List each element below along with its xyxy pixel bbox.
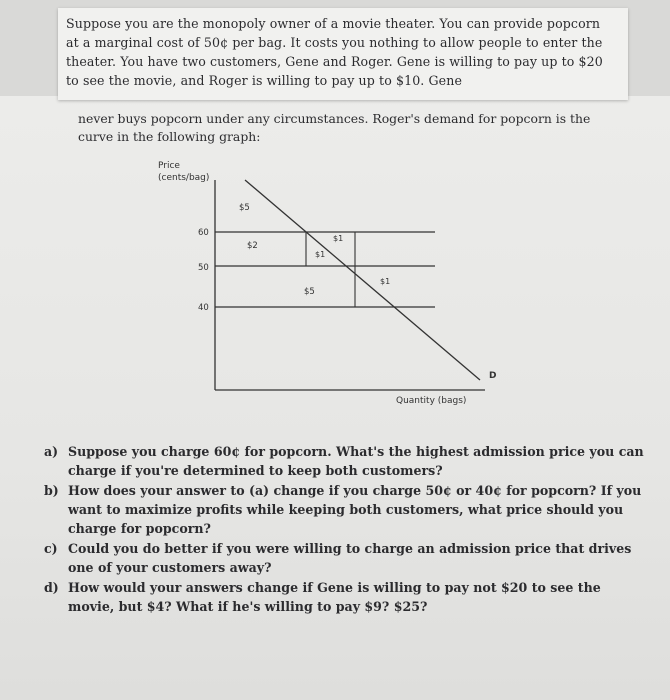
questions-list xyxy=(44,442,644,616)
question-b xyxy=(44,481,644,538)
intro-paragraph: Suppose you are the monopoly owner of a movie theater. You can provide popcorn at a marginal cost of 50¢ per bag. It costs you nothing to allow people to enter the theater. You have two customers, Gene and Roger. Gene is willing to pay up to $20 to see the movie, and Roger is willing to pay up to $10. Gene xyxy=(66,16,603,88)
area-label-top-triangle: $5 xyxy=(239,203,250,213)
y-tick-50: 50 xyxy=(198,263,209,273)
question-a xyxy=(44,442,644,480)
question-label: b) xyxy=(44,483,59,498)
demand-graph xyxy=(150,158,510,408)
question-label: c) xyxy=(44,541,58,556)
area-label-50-40: $5 xyxy=(304,287,315,297)
intro-paragraph-continued: never buys popcorn under any circumstances. Roger's demand for popcorn is the curve in the following graph: xyxy=(78,111,591,144)
y-axis-label-line1: Price xyxy=(158,161,180,171)
area-label-60-50: $2 xyxy=(247,241,258,251)
area-label-small-1a: $1 xyxy=(333,234,344,243)
demand-graph-svg xyxy=(150,158,510,408)
demand-curve xyxy=(245,180,480,380)
question-text: How would your answers change if Gene is willing to pay not $20 to see the movie, but $4? What if he's willing to pay $9? $25? xyxy=(68,580,601,614)
question-text: Suppose you charge 60¢ for popcorn. What's the highest admission price you can charge if you're determined to keep both customers? xyxy=(68,444,644,478)
question-label: a) xyxy=(44,444,59,459)
y-tick-60: 60 xyxy=(198,228,209,238)
y-tick-40: 40 xyxy=(198,303,209,313)
question-d xyxy=(44,578,644,616)
question-text: Could you do better if you were willing to charge an admission price that drives one of your customers away? xyxy=(68,541,632,575)
question-c xyxy=(44,539,644,577)
curve-label-d: D xyxy=(489,371,497,381)
area-label-small-1c: $1 xyxy=(380,277,391,286)
question-label: d) xyxy=(44,580,59,595)
x-axis-label: Quantity (bags) xyxy=(396,396,467,406)
y-axis-label-line2: (cents/bag) xyxy=(158,173,210,183)
area-label-small-1b: $1 xyxy=(315,250,326,259)
question-text: How does your answer to (a) change if you charge 50¢ or 40¢ for popcorn? If you want to maximize profits while keeping both customers, what price should you charge for popcorn? xyxy=(68,483,642,536)
